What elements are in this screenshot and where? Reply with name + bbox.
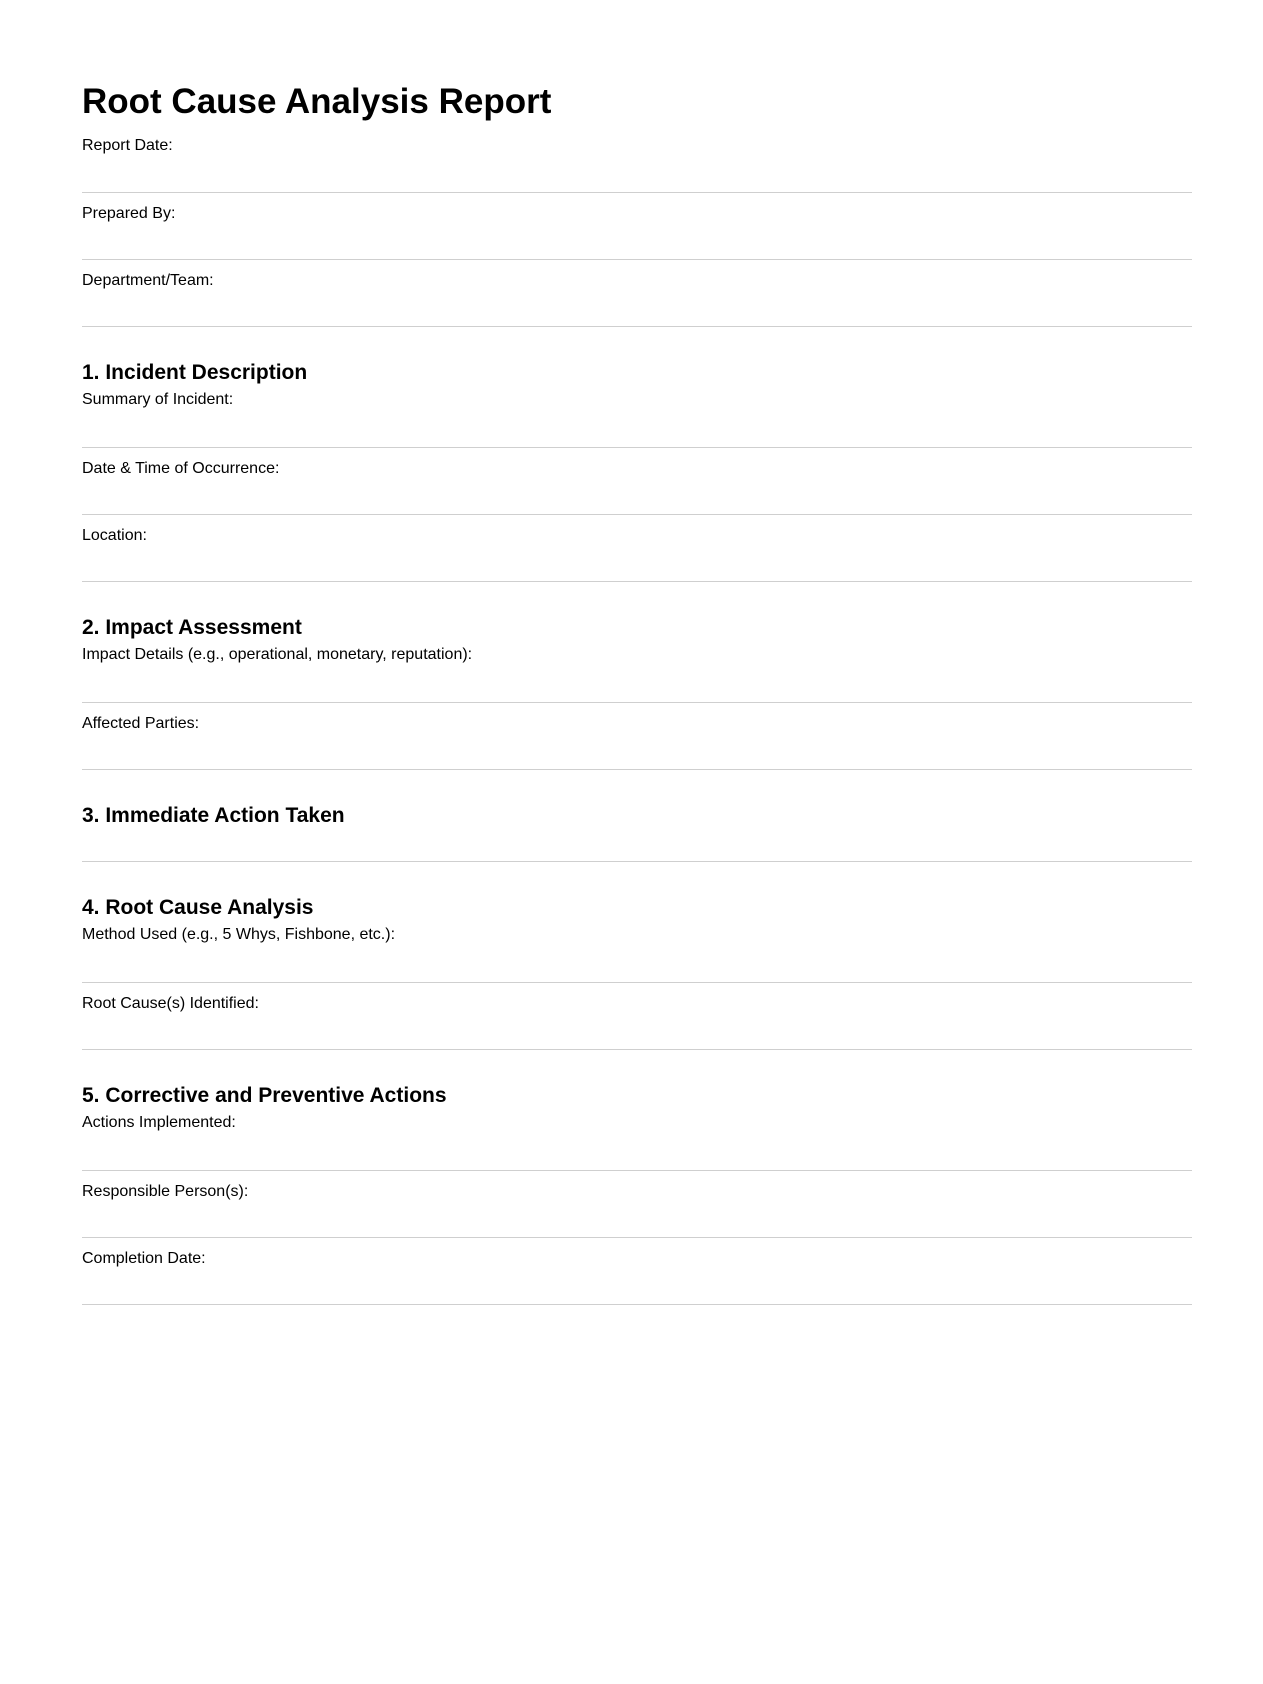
root-causes-identified-label: Root Cause(s) Identified: [82,995,259,1012]
section-heading: 1. Incident Description [82,361,308,384]
completion-date-field[interactable] [82,1238,1192,1305]
method-used-label: Method Used (e.g., 5 Whys, Fishbone, etc.): [82,926,396,943]
section-heading: 2. Impact Assessment [82,616,302,639]
affected-parties-label: Affected Parties: [82,715,200,732]
actions-implemented-label: Actions Implemented: [82,1114,236,1131]
section-heading: 3. Immediate Action Taken [82,804,345,827]
summary-of-incident-field[interactable] [82,386,1192,448]
responsible-persons-label: Responsible Person(s): [82,1183,249,1200]
header-fields [82,126,1192,327]
location-label: Location: [82,527,147,544]
section-root-cause-analysis [82,895,1192,1050]
date-time-occurrence-label: Date & Time of Occurrence: [82,460,280,477]
department-team-label: Department/Team: [82,272,214,289]
prepared-by-label: Prepared By: [82,205,176,222]
section-immediate-action [82,803,1192,862]
completion-date-label: Completion Date: [82,1250,206,1267]
summary-of-incident-label: Summary of Incident: [82,391,234,408]
section-heading: 4. Root Cause Analysis [82,896,314,919]
department-team-field[interactable] [82,260,1192,327]
immediate-action-field[interactable] [82,829,1192,862]
section-corrective-preventive-actions [82,1083,1192,1305]
affected-parties-field[interactable] [82,703,1192,770]
root-causes-identified-field[interactable] [82,983,1192,1050]
date-time-occurrence-field[interactable] [82,448,1192,515]
responsible-persons-field[interactable] [82,1171,1192,1238]
section-heading: 5. Corrective and Preventive Actions [82,1084,447,1107]
impact-details-field[interactable] [82,641,1192,703]
report-date-field[interactable] [82,126,1192,193]
impact-details-label: Impact Details (e.g., operational, monetary, reputation): [82,646,473,663]
method-used-field[interactable] [82,921,1192,983]
page-title: Root Cause Analysis Report [82,82,552,121]
prepared-by-field[interactable] [82,193,1192,260]
report-date-label: Report Date: [82,137,173,154]
section-incident-description [82,360,1192,582]
section-impact-assessment [82,615,1192,770]
location-field[interactable] [82,515,1192,582]
actions-implemented-field[interactable] [82,1109,1192,1171]
